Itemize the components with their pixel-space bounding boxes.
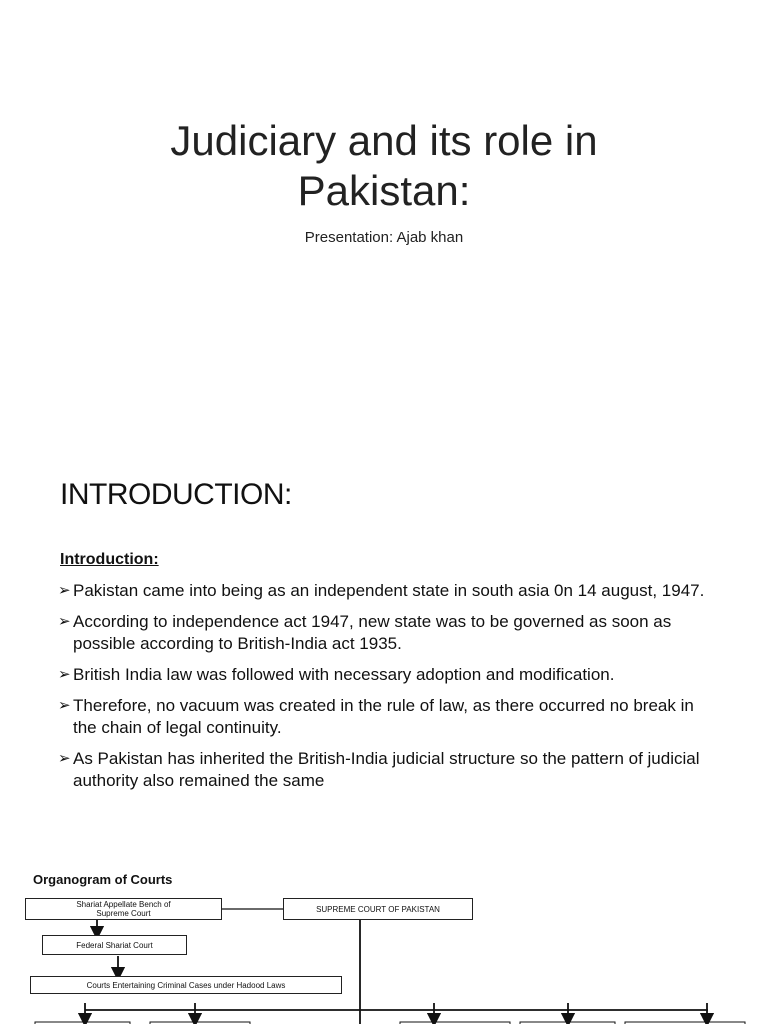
bullet-item: ➢ As Pakistan has inherited the British-India judicial structure so the pattern of judicial authority also remained the same [58,749,700,790]
presentation-subtitle: Presentation: Ajab khan [304,229,464,246]
organogram-slide [0,860,768,1024]
introduction-slide [0,440,768,840]
supreme-court-box: SUPREME COURT OF PAKISTAN [283,898,473,920]
hadood-courts-box: Courts Entertaining Criminal Cases under Hadood Laws [30,976,342,994]
arrow-bullet-icon: ➢ [58,697,71,714]
title-line-1: Judiciary and its role in [170,117,598,164]
bullet-item: ➢ According to independence act 1947, new state was to be governed as soon as possible according to British-India act 1935. [58,612,672,653]
shariat-appellate-bench-box: Shariat Appellate Bench of Supreme Court [25,898,222,920]
introduction-heading: INTRODUCTION: [60,478,292,511]
title-line-2: Pakistan: [297,167,471,214]
arrow-bullet-icon: ➢ [58,666,71,683]
bullet-item: ➢ Pakistan came into being as an independent state in south asia 0n 14 august, 1947. [58,581,705,600]
bullet-list [58,580,718,801]
arrow-bullet-icon: ➢ [58,613,71,630]
arrow-bullet-icon: ➢ [58,750,71,767]
presentation-title [0,116,768,216]
organogram-title: Organogram of Courts [33,872,173,887]
introduction-subheading: Introduction: [60,551,159,568]
federal-shariat-court-box: Federal Shariat Court [42,935,187,955]
bullet-item: ➢ British India law was followed with necessary adoption and modification. [58,665,615,684]
title-slide [0,0,768,430]
bullet-item: ➢ Therefore, no vacuum was created in the rule of law, as there occurred no break in the chain of legal continuity. [58,696,694,737]
arrow-bullet-icon: ➢ [58,582,71,599]
